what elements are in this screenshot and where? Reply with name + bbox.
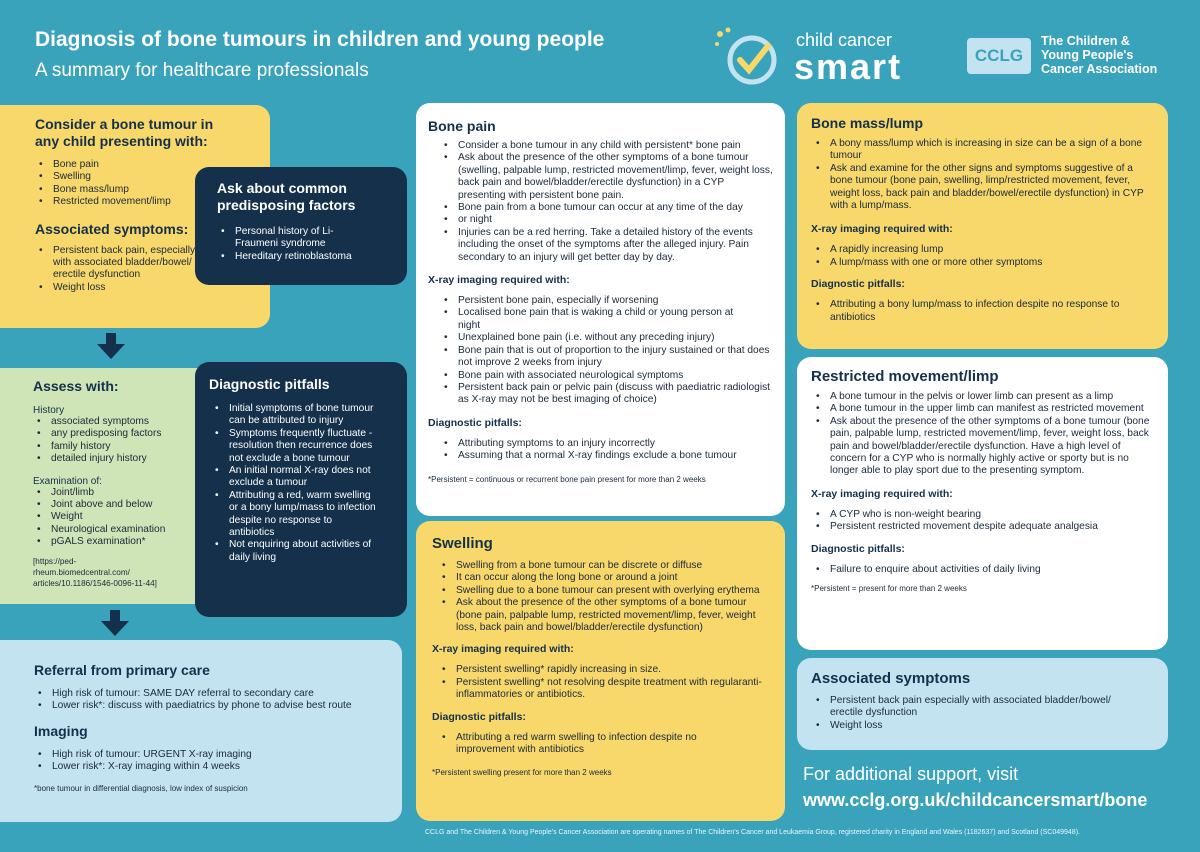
list-item: • pGALS examination*	[51, 536, 202, 548]
swelling-note: *Persistent swelling present for more than 2 weeks	[432, 768, 612, 778]
list-item: • Persistent back pain especially with associated bladder/bowel/ erectile dysfunction	[830, 695, 1140, 720]
pitfalls-subheading: Diagnostic pitfalls:	[428, 416, 522, 429]
pitfalls-subheading: Diagnostic pitfalls:	[811, 542, 905, 555]
list-item: • detailed injury history	[51, 453, 202, 465]
swelling-panel	[416, 521, 785, 821]
xray-heading: X-ray imaging required with:	[432, 643, 574, 656]
list-item: • associated symptoms	[51, 416, 202, 428]
xray-heading: X-ray imaging required with:	[811, 223, 953, 236]
list-item: • Neurological examination	[51, 524, 202, 536]
xray-heading: X-ray imaging required with:	[428, 274, 570, 287]
limp-panel	[797, 357, 1168, 650]
list-item: • Persistent back pain or pelvic pain (discuss with paediatric radiologist as X-ray may not be best imaging of choice)	[458, 382, 773, 407]
list-item: • Injuries can be a red herring. Take a detailed history of the events including the onset of the symptoms after the alleged injury. Pain secondary to an injury will get better day by day.	[458, 227, 773, 264]
associated-symptoms-heading: Associated symptoms	[811, 670, 971, 687]
predisposing-panel	[195, 167, 407, 285]
list-item: • Failure to enquire about activities of daily living	[830, 564, 1156, 576]
list-item: • Persistent swelling* not resolving despite treatment with regularanti-inflammatories or antibiotics.	[456, 677, 773, 702]
bone-pain-panel	[416, 103, 785, 516]
consider-heading: Consider a bone tumour in any child presenting with:	[35, 116, 214, 149]
list-item: • Ask about the presence of the other symptoms of a bone tumour (swelling, palpable lump, restricted movement/limp, fever, weight loss, back pain and bowel/bladder/erectile dysfunction) in a CYP presenting with persistent bone pain.	[458, 152, 773, 202]
list-item: • Bone pain	[53, 159, 258, 171]
history-label: History	[33, 405, 65, 416]
list-item: • Bone pain that is out of proportion to the injury sustained or that does not improve 2 weeks from injury	[458, 345, 773, 370]
list-item: • High risk of tumour: SAME DAY referral to secondary care	[52, 688, 392, 700]
pgals-link[interactable]: [https://ped-rheum.biomedcentral.com/ articles/10.1186/1546-0096-11-44]	[33, 556, 157, 588]
list-item: • or night	[458, 214, 773, 226]
list-item: • Swelling due to a bone tumour can present with overlying erythema	[456, 585, 773, 597]
list-item: • Localised bone pain that is waking a child or young person at night	[458, 307, 748, 332]
associated-symptoms-heading: Associated symptoms:	[35, 220, 189, 237]
list-item: • Persistent restricted movement despite adequate analgesia	[830, 521, 1156, 533]
examination-label: Examination of:	[33, 475, 102, 487]
list-item: • Swelling from a bone tumour can be discrete or diffuse	[456, 560, 773, 572]
cclg-badge: CCLG	[967, 38, 1031, 74]
limp-note: *Persistent = present for more than 2 weeks	[811, 584, 967, 594]
list-item: • Unexplained bone pain (i.e. without any preceding injury)	[458, 332, 773, 344]
limp-heading: Restricted movement/limp	[811, 368, 999, 385]
list-item: • A rapidly increasing lump	[830, 244, 1156, 256]
list-item: • Attributing a red, warm swelling or a bony lump/mass to infection despite no response to antibiotics	[229, 490, 379, 540]
referral-note: *bone tumour in differential diagnosis, low index of suspicion	[34, 783, 248, 793]
cclg-text-line: Cancer Association	[1041, 62, 1158, 76]
bone-mass-heading: Bone mass/lump	[811, 115, 924, 131]
page-title: Diagnosis of bone tumours in children and young people	[35, 28, 605, 51]
list-item: • Lower risk*: discuss with paediatrics by phone to advise best route	[52, 700, 392, 712]
down-arrow-icon	[101, 610, 129, 641]
list-item: • Weight loss	[830, 720, 1140, 732]
list-item: • Persistent bone pain, especially if worsening	[458, 295, 773, 307]
list-item: • Attributing symptoms to an injury incorrectly	[458, 438, 773, 450]
list-item: • Persistent back pain, especially with associated bladder/bowel/ erectile dysfunction	[53, 245, 203, 282]
ccs-logo-line1: child cancer	[796, 30, 893, 50]
ccs-logo-line2: smart	[794, 46, 903, 87]
assess-panel	[0, 368, 210, 604]
list-item: • Bone pain with associated neurological symptoms	[458, 370, 773, 382]
list-item: • A CYP who is non-weight bearing	[830, 509, 1156, 521]
cclg-logo	[967, 30, 1177, 86]
list-item: • A bone tumour in the upper limb can manifest as restricted movement	[830, 403, 1156, 415]
down-arrow-icon	[97, 333, 125, 364]
list-item: • Not enquiring about activities of daily living	[229, 539, 379, 564]
cclg-text-line: Young People's	[1041, 48, 1134, 62]
imaging-heading: Imaging	[34, 722, 88, 739]
list-item: • Restricted movement/limp	[53, 196, 258, 208]
list-item: • Ask about the presence of the other symptoms of a bone tumour (bone pain, palpable lump, restricted movement/limp, fever, weight loss, back pain and bowel/bladder/erectile dysfunction)	[456, 597, 773, 634]
pitfalls-subheading: Diagnostic pitfalls:	[811, 278, 905, 291]
list-item: • Assuming that a normal X-ray findings exclude a bone tumour	[458, 450, 773, 462]
list-item: • Weight	[51, 511, 202, 523]
list-item: • Lower risk*: X-ray imaging within 4 weeks	[52, 761, 392, 773]
list-item: • Attributing a bony lump/mass to infection despite no response to antibiotics	[830, 299, 1156, 324]
list-item: • Bone mass/lump	[53, 184, 258, 196]
bone-mass-panel	[797, 103, 1168, 349]
cclg-text-line: The Children &	[1041, 34, 1130, 48]
list-item: • High risk of tumour: URGENT X-ray imaging	[52, 749, 392, 761]
list-item: • An initial normal X-ray does not exclude a tumour	[229, 465, 379, 490]
list-item: • Ask and examine for the other signs and symptoms suggestive of a bone tumour (bone pain, swelling, limp/restricted movement, fever, weight loss, back pain and bladder/bowel/erectile dysfunction) in CYP with a lump/mass.	[830, 163, 1156, 213]
list-item: • any predisposing factors	[51, 428, 202, 440]
list-item: • Swelling	[53, 171, 258, 183]
list-item: • Weight loss	[53, 282, 203, 294]
referral-panel	[0, 640, 402, 822]
associated-symptoms-panel	[797, 658, 1168, 750]
page-subtitle: A summary for healthcare professionals	[35, 60, 369, 81]
list-item: • Hereditary retinoblastoma	[235, 251, 395, 263]
list-item: • A lump/mass with one or more other symptoms	[830, 257, 1156, 269]
list-item: • A bone tumour in the pelvis or lower limb can present as a limp	[830, 391, 1156, 403]
footer-text: CCLG and The Children & Young People's Cancer Association are operating names of The Children's Cancer and Leukaemia Group, registered charity in England and Wales (1182637) and Scotland (SC049948).	[425, 829, 1080, 836]
pitfalls-panel	[195, 362, 407, 617]
list-item: • Joint/limb	[51, 487, 202, 499]
bone-pain-note: *Persistent = continuous or recurrent bone pain present for more than 2 weeks	[428, 474, 706, 484]
list-item: • Initial symptoms of bone tumour can be attributed to injury	[229, 403, 379, 428]
support-link[interactable]: www.cclg.org.uk/childcancersmart/bone	[803, 790, 1148, 810]
pitfalls-subheading: Diagnostic pitfalls:	[432, 710, 526, 723]
assess-heading: Assess with:	[33, 378, 119, 394]
list-item: • Consider a bone tumour in any child with persistent* bone pain	[458, 140, 773, 152]
list-item: • family history	[51, 441, 202, 453]
support-text: For additional support, visit	[803, 764, 1019, 784]
list-item: • It can occur along the long bone or around a joint	[456, 572, 773, 584]
check-circle-icon	[712, 26, 782, 86]
list-item: • Symptoms frequently fluctuate - resolution then recurrence does not exclude a bone tumour	[229, 428, 379, 465]
list-item: • Joint above and below	[51, 499, 202, 511]
xray-heading: X-ray imaging required with:	[811, 487, 953, 500]
list-item: • A bony mass/lump which is increasing in size can be a sign of a bone tumour	[830, 138, 1156, 163]
list-item: • Attributing a red warm swelling to infection despite no improvement with antibiotics	[456, 732, 746, 757]
pitfalls-heading: Diagnostic pitfalls	[209, 376, 330, 392]
list-item: • Personal history of Li-Fraumeni syndrome	[235, 226, 365, 251]
swelling-heading: Swelling	[432, 535, 493, 552]
predisposing-heading: Ask about common predisposing factors	[217, 180, 356, 213]
list-item: • Bone pain from a bone tumour can occur at any time of the day	[458, 202, 773, 214]
bone-pain-heading: Bone pain	[428, 118, 496, 134]
list-item: • Ask about the presence of the other symptoms of a bone tumour (bone pain, palpable lump, restricted movement/limp, fever, weight loss, back pain and bowel/bladder/erectile dysfunction. Have a high level of concern for a CYP who is normally highly active or sporty but is no longer able to play sport due to the presenting symptom.	[830, 416, 1156, 478]
child-cancer-smart-logo	[712, 26, 932, 86]
list-item: • Persistent swelling* rapidly increasing in size.	[456, 664, 773, 676]
referral-heading: Referral from primary care	[34, 662, 210, 678]
